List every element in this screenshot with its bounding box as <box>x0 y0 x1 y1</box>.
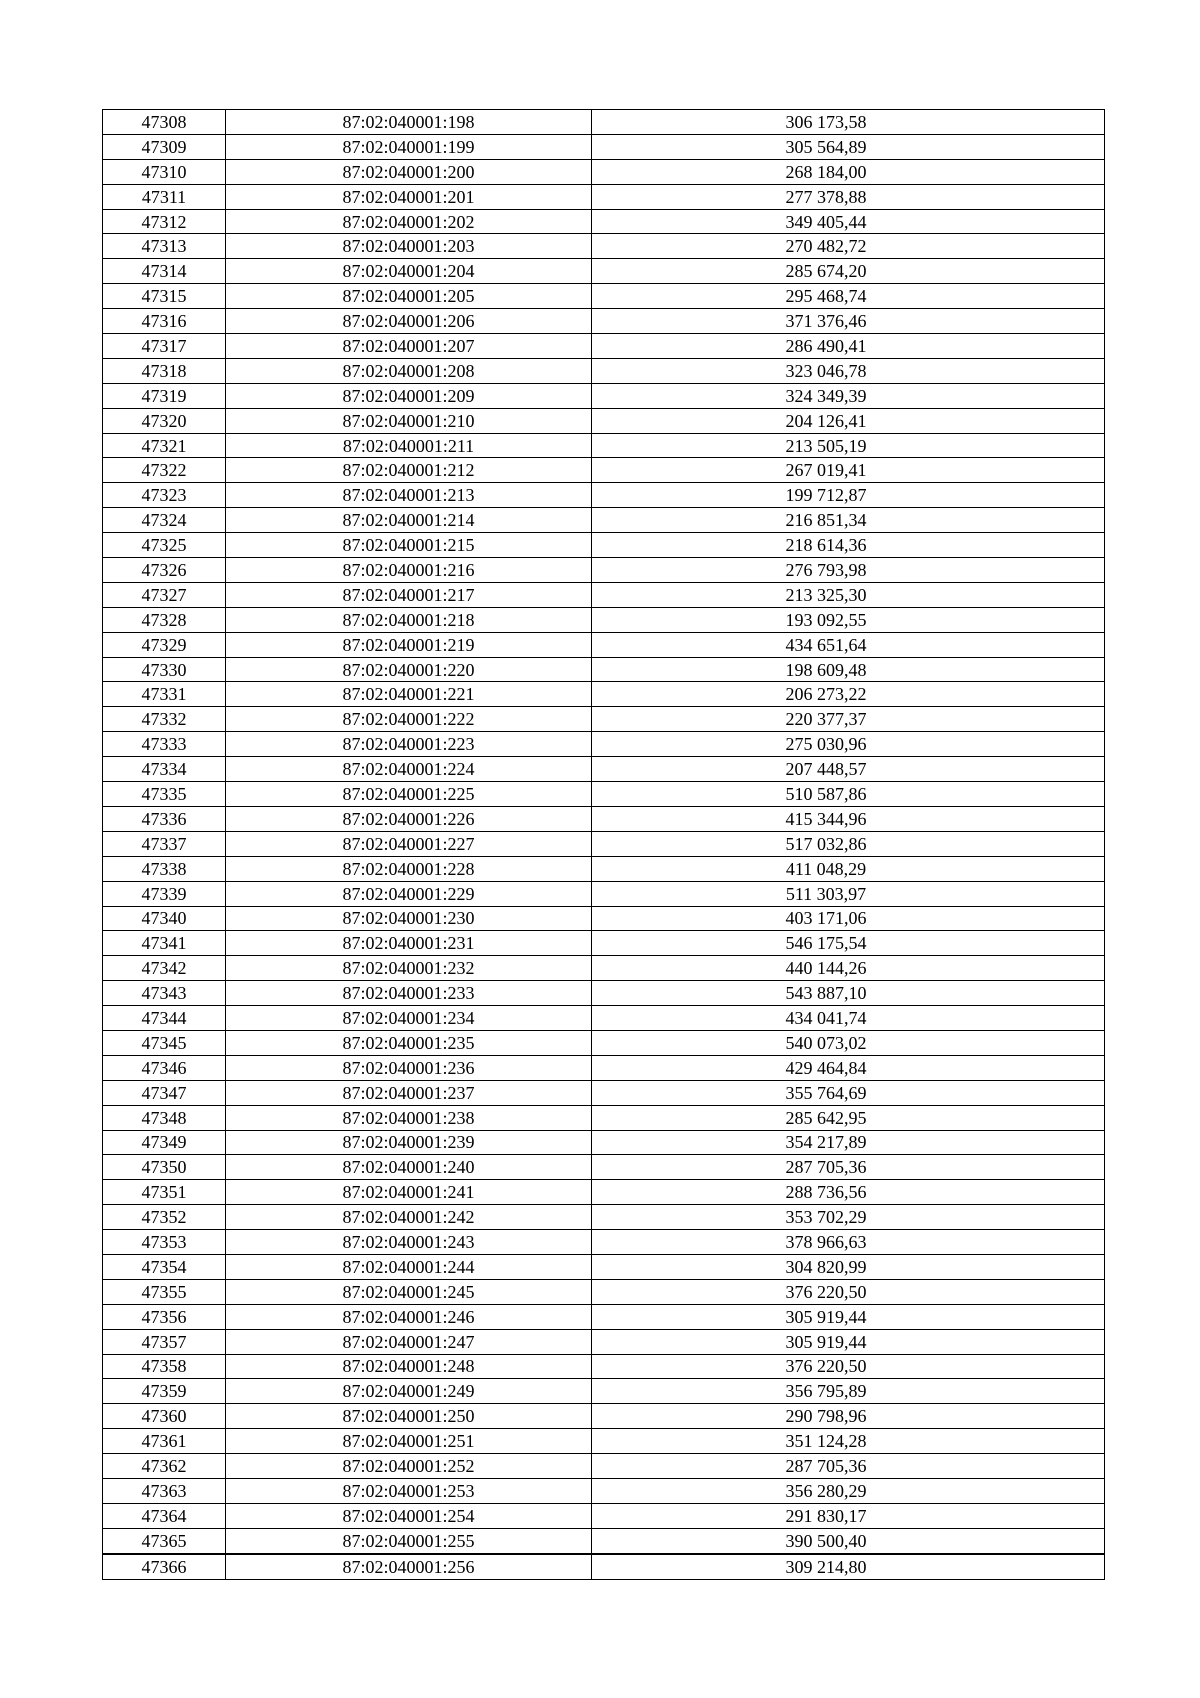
table-row <box>103 1528 1105 1553</box>
table-row <box>103 757 1105 782</box>
cadastral-number-cell: 87:02:040001:216 <box>226 558 592 583</box>
cadastral-number-cell: 87:02:040001:206 <box>226 309 592 334</box>
row-number-cell: 47321 <box>103 433 226 458</box>
cadastral-number-cell: 87:02:040001:223 <box>226 732 592 757</box>
row-number-cell: 47322 <box>103 458 226 483</box>
value-cell: 353 702,29 <box>592 1205 1105 1230</box>
table-row <box>103 657 1105 682</box>
row-number-cell: 47365 <box>103 1528 226 1553</box>
cadastral-number-cell: 87:02:040001:251 <box>226 1429 592 1454</box>
value-cell: 295 468,74 <box>592 284 1105 309</box>
row-number-cell: 47318 <box>103 358 226 383</box>
row-number-cell: 47354 <box>103 1254 226 1279</box>
table-row <box>103 1180 1105 1205</box>
cadastral-number-cell: 87:02:040001:242 <box>226 1205 592 1230</box>
value-cell: 434 041,74 <box>592 1006 1105 1031</box>
cadastral-number-cell: 87:02:040001:219 <box>226 632 592 657</box>
table-row <box>103 1030 1105 1055</box>
row-number-cell: 47337 <box>103 831 226 856</box>
cadastral-number-cell: 87:02:040001:208 <box>226 358 592 383</box>
cadastral-number-cell: 87:02:040001:248 <box>226 1354 592 1379</box>
row-number-cell: 47325 <box>103 533 226 558</box>
cadastral-number-cell: 87:02:040001:227 <box>226 831 592 856</box>
cadastral-number-cell: 87:02:040001:199 <box>226 134 592 159</box>
row-number-cell: 47366 <box>103 1554 226 1579</box>
value-cell: 206 273,22 <box>592 682 1105 707</box>
table-row <box>103 284 1105 309</box>
table-row <box>103 1554 1105 1579</box>
cadastral-number-cell: 87:02:040001:204 <box>226 259 592 284</box>
cadastral-number-cell: 87:02:040001:211 <box>226 433 592 458</box>
table-row <box>103 458 1105 483</box>
cadastral-number-cell: 87:02:040001:230 <box>226 906 592 931</box>
row-number-cell: 47359 <box>103 1379 226 1404</box>
table-row <box>103 956 1105 981</box>
table-row <box>103 1130 1105 1155</box>
row-number-cell: 47335 <box>103 782 226 807</box>
cadastral-number-cell: 87:02:040001:209 <box>226 383 592 408</box>
row-number-cell: 47346 <box>103 1055 226 1080</box>
value-cell: 193 092,55 <box>592 607 1105 632</box>
cadastral-number-cell: 87:02:040001:246 <box>226 1304 592 1329</box>
value-cell: 285 642,95 <box>592 1105 1105 1130</box>
table-row <box>103 831 1105 856</box>
table-row <box>103 334 1105 359</box>
cadastral-number-cell: 87:02:040001:213 <box>226 483 592 508</box>
cadastral-number-cell: 87:02:040001:215 <box>226 533 592 558</box>
table-row <box>103 259 1105 284</box>
row-number-cell: 47326 <box>103 558 226 583</box>
cadastral-number-cell: 87:02:040001:220 <box>226 657 592 682</box>
row-number-cell: 47328 <box>103 607 226 632</box>
table-row <box>103 309 1105 334</box>
row-number-cell: 47310 <box>103 159 226 184</box>
cadastral-number-cell: 87:02:040001:207 <box>226 334 592 359</box>
value-cell: 517 032,86 <box>592 831 1105 856</box>
row-number-cell: 47343 <box>103 981 226 1006</box>
row-number-cell: 47323 <box>103 483 226 508</box>
table-row <box>103 881 1105 906</box>
cadastral-number-cell: 87:02:040001:252 <box>226 1454 592 1479</box>
row-number-cell: 47341 <box>103 931 226 956</box>
value-cell: 199 712,87 <box>592 483 1105 508</box>
table-row <box>103 508 1105 533</box>
row-number-cell: 47334 <box>103 757 226 782</box>
value-cell: 376 220,50 <box>592 1354 1105 1379</box>
cadastral-number-cell: 87:02:040001:249 <box>226 1379 592 1404</box>
value-cell: 198 609,48 <box>592 657 1105 682</box>
value-cell: 371 376,46 <box>592 309 1105 334</box>
row-number-cell: 47358 <box>103 1354 226 1379</box>
row-number-cell: 47340 <box>103 906 226 931</box>
table-row <box>103 134 1105 159</box>
value-cell: 354 217,89 <box>592 1130 1105 1155</box>
cadastral-number-cell: 87:02:040001:201 <box>226 184 592 209</box>
value-cell: 287 705,36 <box>592 1155 1105 1180</box>
value-cell: 390 500,40 <box>592 1528 1105 1553</box>
value-cell: 378 966,63 <box>592 1230 1105 1255</box>
row-number-cell: 47347 <box>103 1080 226 1105</box>
table-body <box>103 110 1105 1580</box>
cadastral-number-cell: 87:02:040001:229 <box>226 881 592 906</box>
value-cell: 304 820,99 <box>592 1254 1105 1279</box>
cadastral-number-cell: 87:02:040001:214 <box>226 508 592 533</box>
cadastral-number-cell: 87:02:040001:210 <box>226 408 592 433</box>
table-row <box>103 209 1105 234</box>
table-row <box>103 1379 1105 1404</box>
cadastral-number-cell: 87:02:040001:217 <box>226 582 592 607</box>
value-cell: 276 793,98 <box>592 558 1105 583</box>
cadastral-number-cell: 87:02:040001:255 <box>226 1528 592 1553</box>
row-number-cell: 47349 <box>103 1130 226 1155</box>
cadastral-number-cell: 87:02:040001:226 <box>226 806 592 831</box>
cadastral-number-cell: 87:02:040001:232 <box>226 956 592 981</box>
value-cell: 285 674,20 <box>592 259 1105 284</box>
cadastral-number-cell: 87:02:040001:222 <box>226 707 592 732</box>
value-cell: 376 220,50 <box>592 1279 1105 1304</box>
cadastral-number-cell: 87:02:040001:243 <box>226 1230 592 1255</box>
data-table <box>102 109 1105 1580</box>
cadastral-number-cell: 87:02:040001:234 <box>226 1006 592 1031</box>
table-row <box>103 533 1105 558</box>
value-cell: 511 303,97 <box>592 881 1105 906</box>
row-number-cell: 47348 <box>103 1105 226 1130</box>
row-number-cell: 47313 <box>103 234 226 259</box>
table-row <box>103 1279 1105 1304</box>
value-cell: 440 144,26 <box>592 956 1105 981</box>
table-row <box>103 184 1105 209</box>
table-row <box>103 931 1105 956</box>
value-cell: 286 490,41 <box>592 334 1105 359</box>
table-row <box>103 582 1105 607</box>
cadastral-number-cell: 87:02:040001:239 <box>226 1130 592 1155</box>
table-row <box>103 159 1105 184</box>
table-row <box>103 632 1105 657</box>
row-number-cell: 47314 <box>103 259 226 284</box>
table-row <box>103 856 1105 881</box>
table-row <box>103 1304 1105 1329</box>
table-row <box>103 110 1105 135</box>
value-cell: 429 464,84 <box>592 1055 1105 1080</box>
table-row <box>103 383 1105 408</box>
value-cell: 305 919,44 <box>592 1329 1105 1354</box>
value-cell: 288 736,56 <box>592 1180 1105 1205</box>
row-number-cell: 47332 <box>103 707 226 732</box>
row-number-cell: 47333 <box>103 732 226 757</box>
row-number-cell: 47361 <box>103 1429 226 1454</box>
table-row <box>103 558 1105 583</box>
cadastral-number-cell: 87:02:040001:203 <box>226 234 592 259</box>
value-cell: 270 482,72 <box>592 234 1105 259</box>
table-row <box>103 1503 1105 1528</box>
value-cell: 213 505,19 <box>592 433 1105 458</box>
table-row <box>103 906 1105 931</box>
cadastral-number-cell: 87:02:040001:224 <box>226 757 592 782</box>
table-row <box>103 782 1105 807</box>
row-number-cell: 47352 <box>103 1205 226 1230</box>
row-number-cell: 47355 <box>103 1279 226 1304</box>
cadastral-number-cell: 87:02:040001:241 <box>226 1180 592 1205</box>
value-cell: 275 030,96 <box>592 732 1105 757</box>
cadastral-number-cell: 87:02:040001:237 <box>226 1080 592 1105</box>
cadastral-number-cell: 87:02:040001:256 <box>226 1554 592 1579</box>
row-number-cell: 47317 <box>103 334 226 359</box>
table-row <box>103 981 1105 1006</box>
value-cell: 277 378,88 <box>592 184 1105 209</box>
value-cell: 349 405,44 <box>592 209 1105 234</box>
row-number-cell: 47353 <box>103 1230 226 1255</box>
value-cell: 290 798,96 <box>592 1404 1105 1429</box>
cadastral-number-cell: 87:02:040001:218 <box>226 607 592 632</box>
value-cell: 267 019,41 <box>592 458 1105 483</box>
row-number-cell: 47324 <box>103 508 226 533</box>
cadastral-number-cell: 87:02:040001:235 <box>226 1030 592 1055</box>
value-cell: 291 830,17 <box>592 1503 1105 1528</box>
cadastral-number-cell: 87:02:040001:198 <box>226 110 592 135</box>
row-number-cell: 47312 <box>103 209 226 234</box>
table-row <box>103 1055 1105 1080</box>
value-cell: 324 349,39 <box>592 383 1105 408</box>
table-row <box>103 707 1105 732</box>
row-number-cell: 47345 <box>103 1030 226 1055</box>
cadastral-number-cell: 87:02:040001:253 <box>226 1478 592 1503</box>
value-cell: 546 175,54 <box>592 931 1105 956</box>
table-row <box>103 1429 1105 1454</box>
table-row <box>103 1329 1105 1354</box>
value-cell: 218 614,36 <box>592 533 1105 558</box>
row-number-cell: 47357 <box>103 1329 226 1354</box>
cadastral-number-cell: 87:02:040001:245 <box>226 1279 592 1304</box>
row-number-cell: 47320 <box>103 408 226 433</box>
cadastral-number-cell: 87:02:040001:250 <box>226 1404 592 1429</box>
table-row <box>103 408 1105 433</box>
value-cell: 411 048,29 <box>592 856 1105 881</box>
cadastral-number-cell: 87:02:040001:231 <box>226 931 592 956</box>
row-number-cell: 47360 <box>103 1404 226 1429</box>
value-cell: 287 705,36 <box>592 1454 1105 1479</box>
value-cell: 540 073,02 <box>592 1030 1105 1055</box>
value-cell: 415 344,96 <box>592 806 1105 831</box>
row-number-cell: 47311 <box>103 184 226 209</box>
row-number-cell: 47330 <box>103 657 226 682</box>
table-row <box>103 1230 1105 1255</box>
table-row <box>103 1478 1105 1503</box>
table-row <box>103 1254 1105 1279</box>
table-row <box>103 358 1105 383</box>
table-row <box>103 1454 1105 1479</box>
row-number-cell: 47319 <box>103 383 226 408</box>
table-row <box>103 1006 1105 1031</box>
cadastral-number-cell: 87:02:040001:254 <box>226 1503 592 1528</box>
value-cell: 323 046,78 <box>592 358 1105 383</box>
row-number-cell: 47327 <box>103 582 226 607</box>
row-number-cell: 47329 <box>103 632 226 657</box>
table-row <box>103 1354 1105 1379</box>
cadastral-number-cell: 87:02:040001:244 <box>226 1254 592 1279</box>
value-cell: 356 280,29 <box>592 1478 1105 1503</box>
value-cell: 351 124,28 <box>592 1429 1105 1454</box>
value-cell: 268 184,00 <box>592 159 1105 184</box>
value-cell: 434 651,64 <box>592 632 1105 657</box>
row-number-cell: 47308 <box>103 110 226 135</box>
cadastral-number-cell: 87:02:040001:202 <box>226 209 592 234</box>
value-cell: 220 377,37 <box>592 707 1105 732</box>
row-number-cell: 47338 <box>103 856 226 881</box>
cadastral-number-cell: 87:02:040001:233 <box>226 981 592 1006</box>
table-row <box>103 1105 1105 1130</box>
row-number-cell: 47331 <box>103 682 226 707</box>
value-cell: 216 851,34 <box>592 508 1105 533</box>
cadastral-number-cell: 87:02:040001:212 <box>226 458 592 483</box>
value-cell: 305 919,44 <box>592 1304 1105 1329</box>
row-number-cell: 47315 <box>103 284 226 309</box>
value-cell: 510 587,86 <box>592 782 1105 807</box>
row-number-cell: 47316 <box>103 309 226 334</box>
table-row <box>103 607 1105 632</box>
table-row <box>103 732 1105 757</box>
cadastral-number-cell: 87:02:040001:228 <box>226 856 592 881</box>
table-row <box>103 483 1105 508</box>
row-number-cell: 47350 <box>103 1155 226 1180</box>
cadastral-number-cell: 87:02:040001:200 <box>226 159 592 184</box>
cadastral-number-cell: 87:02:040001:225 <box>226 782 592 807</box>
value-cell: 356 795,89 <box>592 1379 1105 1404</box>
cadastral-number-cell: 87:02:040001:236 <box>226 1055 592 1080</box>
row-number-cell: 47362 <box>103 1454 226 1479</box>
row-number-cell: 47344 <box>103 1006 226 1031</box>
value-cell: 543 887,10 <box>592 981 1105 1006</box>
cadastral-number-cell: 87:02:040001:247 <box>226 1329 592 1354</box>
cadastral-number-cell: 87:02:040001:240 <box>226 1155 592 1180</box>
table-row <box>103 1080 1105 1105</box>
row-number-cell: 47364 <box>103 1503 226 1528</box>
cadastral-number-cell: 87:02:040001:221 <box>226 682 592 707</box>
value-cell: 305 564,89 <box>592 134 1105 159</box>
table-row <box>103 433 1105 458</box>
row-number-cell: 47336 <box>103 806 226 831</box>
row-number-cell: 47363 <box>103 1478 226 1503</box>
row-number-cell: 47351 <box>103 1180 226 1205</box>
value-cell: 403 171,06 <box>592 906 1105 931</box>
row-number-cell: 47342 <box>103 956 226 981</box>
value-cell: 309 214,80 <box>592 1554 1105 1579</box>
table-row <box>103 806 1105 831</box>
row-number-cell: 47339 <box>103 881 226 906</box>
table-row <box>103 234 1105 259</box>
value-cell: 355 764,69 <box>592 1080 1105 1105</box>
value-cell: 306 173,58 <box>592 110 1105 135</box>
row-number-cell: 47309 <box>103 134 226 159</box>
table-row <box>103 1404 1105 1429</box>
table-row <box>103 1155 1105 1180</box>
value-cell: 213 325,30 <box>592 582 1105 607</box>
row-number-cell: 47356 <box>103 1304 226 1329</box>
value-cell: 207 448,57 <box>592 757 1105 782</box>
table-row <box>103 682 1105 707</box>
value-cell: 204 126,41 <box>592 408 1105 433</box>
cadastral-number-cell: 87:02:040001:238 <box>226 1105 592 1130</box>
table-row <box>103 1205 1105 1230</box>
cadastral-number-cell: 87:02:040001:205 <box>226 284 592 309</box>
